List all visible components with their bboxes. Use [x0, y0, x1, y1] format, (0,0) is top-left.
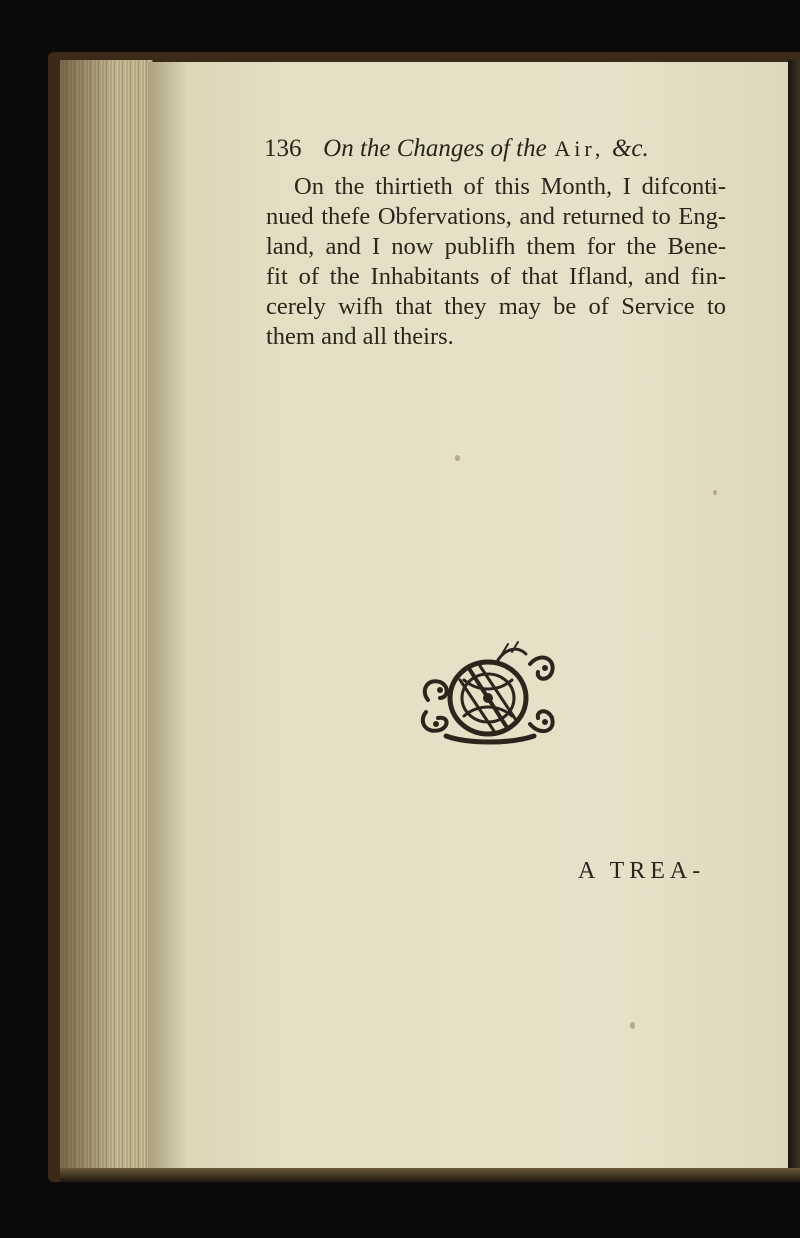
page-number: 136: [264, 135, 302, 162]
running-title-caps: Air,: [554, 136, 605, 161]
catchword: A TREA-: [578, 858, 706, 884]
foxing-spot: [710, 186, 713, 190]
text-line: fit of the Inhabitants of that Ifland, and fin-: [266, 263, 726, 290]
running-title-etc: &c.: [611, 135, 649, 162]
foxing-spot: [630, 1022, 635, 1029]
foxing-spot: [713, 490, 717, 495]
body-paragraph: [266, 172, 726, 352]
next-page-edge: [788, 60, 800, 1180]
printers-ornament-icon: [418, 640, 560, 750]
text-line: land, and I now publifh them for the Bene-: [266, 233, 726, 260]
running-head: [264, 134, 724, 163]
bottom-page-edge: [60, 1168, 800, 1182]
page-edges: [60, 60, 153, 1170]
gutter-shadow: [148, 62, 188, 1172]
text-line: them and all theirs.: [266, 323, 454, 350]
foxing-spot: [455, 455, 460, 461]
text-line: nued thefe Obfervations, and returned to Eng-: [266, 203, 726, 230]
text-line: cerely wifh that they may be of Service to: [266, 293, 726, 320]
text-line: On the thirtieth of this Month, I difconti-: [294, 173, 726, 200]
running-title: On the Changes of the: [323, 135, 547, 162]
